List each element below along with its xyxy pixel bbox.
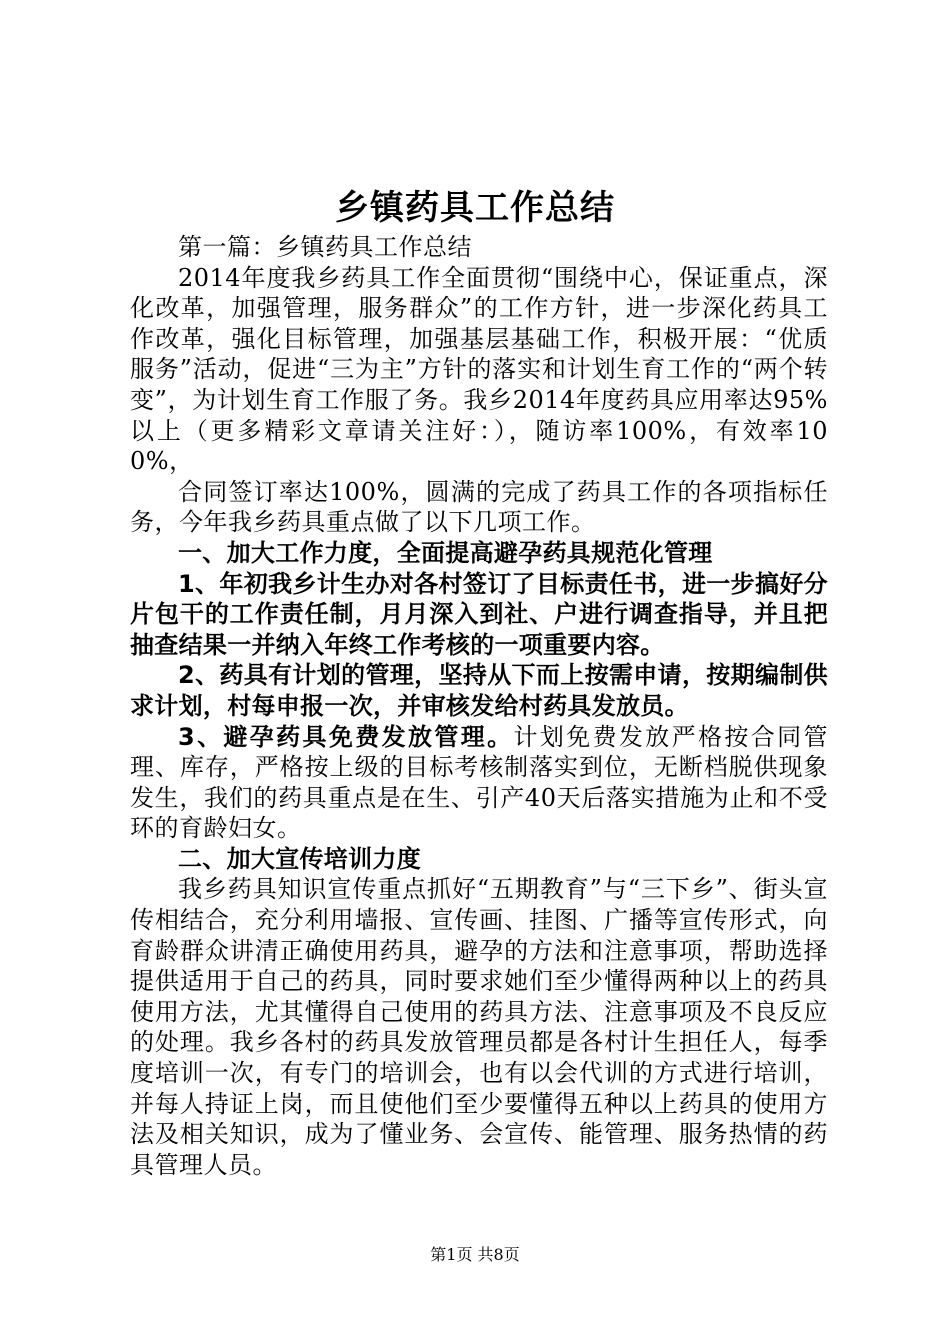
item-one-paragraph: 1、年初我乡计生办对各村签订了目标责任书，进一步搞好分片包干的工作责任制，月月深入到社、户进行调查指导，并且把抽查结果一并纳入年终工作考核的一项重要内容。 — [130, 569, 828, 659]
document-body — [130, 232, 828, 1180]
document-title: 乡镇药具工作总结 — [335, 188, 615, 228]
section-heading-part-one: 第一篇：乡镇药具工作总结 — [178, 233, 472, 261]
item-three-lead: 3、避孕药具免费发放管理。 — [178, 722, 514, 751]
item-three-body: 计划免费发放严格按合同管理、库存，严格按上级的目标考核制落实到位，无断档脱供现象发生，我们的药具重点是在生、引产40天后落实措施为止和不受环的育龄妇女。 — [130, 722, 828, 843]
heading-two: 二、加大宣传培训力度 — [178, 844, 421, 873]
intro-paragraph: 2014年度我乡药具工作全面贯彻“围绕中心，保证重点，深化改革，加强管理，服务群众”的工作方针，进一步深化药具工作改革，强化目标管理，加强基层基础工作，积极开展：“优质服务”活动，促进“三为主”方针的落实和计划生育工作的“两个转变”，为计划生育工作服了务。我乡2014年度药具应用率达95%以上（更多精彩文章请关注好：），随访率100%，有效率100%， — [130, 263, 828, 476]
publicity-training-paragraph: 我乡药具知识宣传重点抓好“五期教育”与“三下乡”、街头宣传相结合，充分利用墙报、宣传画、挂图、广播等宣传形式，向育龄群众讲清正确使用药具，避孕的方法和注意事项，帮助选择提供适用于自己的药具，同时要求她们至少懂得两种以上的药具使用方法，尤其懂得自己使用的药具方法、注意事项及不良反应的处理。我乡各村的药具发放管理员都是各村计生担任人，每季度培训一次，有专门的培训会，也有以会代训的方式进行培训，并每人持证上岗，而且使他们至少要懂得五种以上药具的使用方法及相关知识，成为了懂业务、会宣传、能管理、服务热情的药具管理人员。 — [130, 875, 828, 1179]
page-footer: 第1页 共8页 — [430, 1245, 520, 1264]
heading-one: 一、加大工作力度，全面提高避孕药具规范化管理 — [178, 538, 713, 567]
item-three-paragraph — [130, 722, 828, 844]
intro-paragraph-continued: 合同签订率达100%，圆满的完成了药具工作的各项指标任务，今年我乡药具重点做了以下几项工作。 — [130, 477, 828, 537]
item-two-paragraph: 2、药具有计划的管理，坚持从下而上按需申请，按期编制供求计划，村每申报一次，并审核发给村药具发放员。 — [130, 661, 828, 720]
